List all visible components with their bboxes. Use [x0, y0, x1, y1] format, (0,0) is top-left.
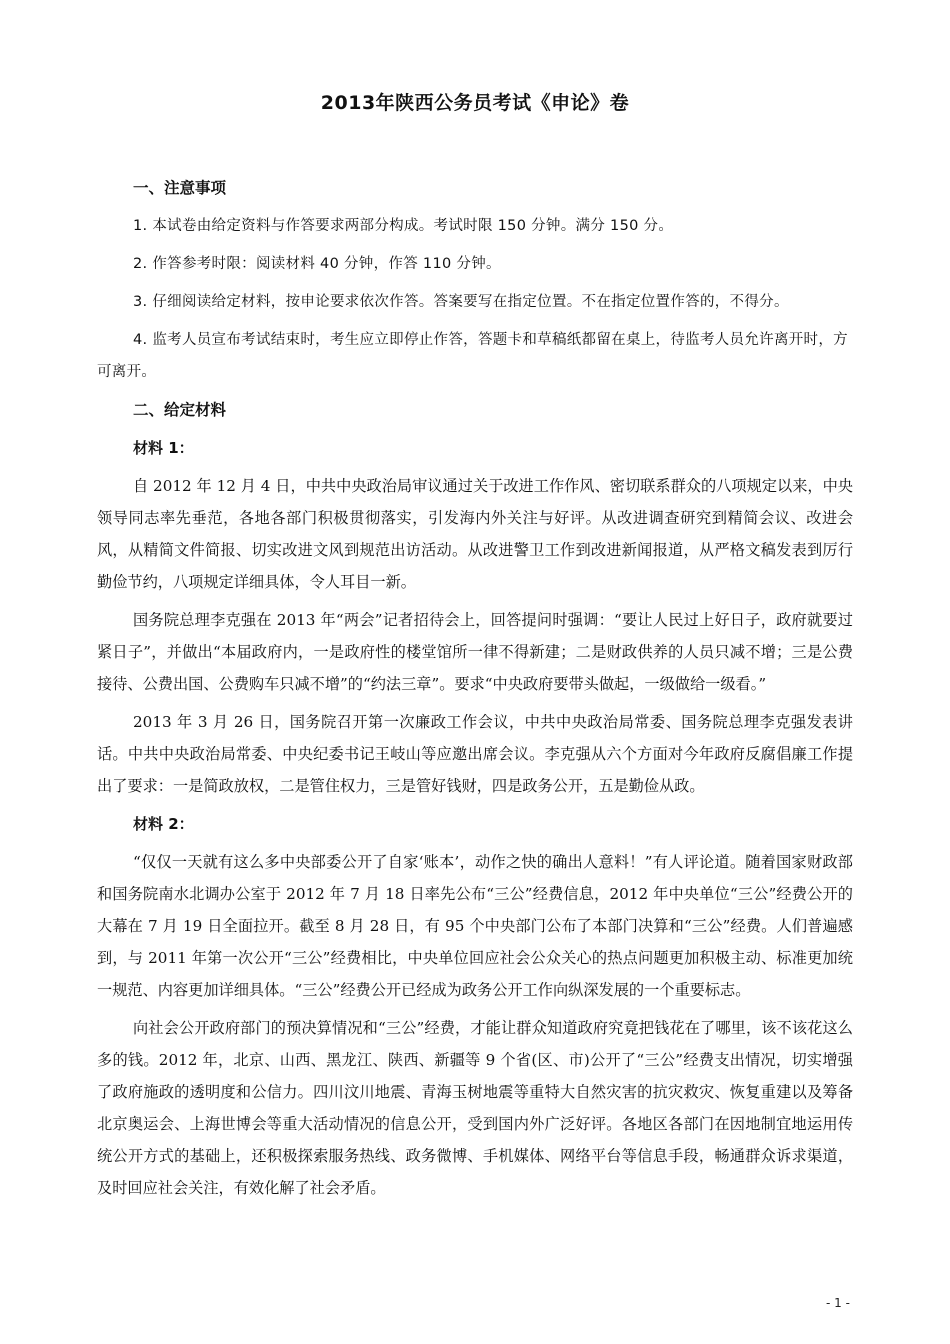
note-item: 4. 监考人员宣布考试结束时，考生应立即停止作答，答题卡和草稿纸都留在桌上，待监考人员允许离开时，方可离开。 [97, 332, 848, 380]
section-heading-notes: 一、注意事项 [133, 179, 227, 197]
material-2-label: 材料 2： [133, 815, 194, 833]
material-paragraph: 国务院总理李克强在 2013 年“两会”记者招待会上，回答提问时强调：“要让人民过上好日子，政府就要过紧日子”，并做出“本届政府内，一是政府性的楼堂馆所一律不得新建；二是财政供养的人员只减不增；三是公费接待、公费出国、公费购车只减不增”的“约法三章”。要求“中央政府要带头做起，一级做给一级看。” [97, 611, 853, 693]
document-body [97, 172, 853, 1210]
note-item: 2. 作答参考时限：阅读材料 40 分钟，作答 110 分钟。 [133, 256, 501, 272]
material-paragraph: 2013 年 3 月 26 日，国务院召开第一次廉政工作会议，中共中央政治局常委、国务院总理李克强发表讲话。中共中央政治局常委、中央纪委书记王岐山等应邀出席会议。李克强从六个方面对今年政府反腐倡廉工作提出了要求：一是简政放权，二是管住权力，三是管好钱财，四是政务公开，五是勤俭从政。 [97, 713, 853, 795]
note-item: 3. 仔细阅读给定材料，按申论要求依次作答。答案要写在指定位置。不在指定位置作答的，不得分。 [133, 294, 789, 310]
material-paragraph: 自 2012 年 12 月 4 日，中共中央政治局审议通过关于改进工作作风、密切联系群众的八项规定以来，中央领导同志率先垂范，各地各部门积极贯彻落实，引发海内外关注与好评。从改进调查研究到精简会议、改进会风，从精简文件简报、切实改进文风到规范出访活动。从改进警卫工作到改进新闻报道，从严格文稿发表到厉行勤俭节约，八项规定详细具体，令人耳目一新。 [97, 477, 853, 591]
material-paragraph: “仅仅一天就有这么多中央部委公开了自家‘账本’，动作之快的确出人意料！”有人评论道。随着国家财政部和国务院南水北调办公室于 2012 年 7 月 18 日率先公布“三公”经费信息，2012 年中央单位“三公”经费公开的大幕在 7 月 19 日全面拉开。截至 8 月 28 日，有 95 个中央部门公布了本部门决算和“三公”经费。人们普遍感到，与 2011 年第一次公开“三公”经费相比，中央单位回应社会公众关心的热点问题更加积极主动、标准更加统一规范、内容更加详细具体。“三公”经费公开已经成为政务公开工作向纵深发展的一个重要标志。 [97, 853, 853, 999]
section-heading-materials: 二、给定材料 [133, 401, 227, 419]
material-1-label: 材料 1： [133, 439, 194, 457]
page-title: 2013年陕西公务员考试《申论》卷 [320, 92, 630, 114]
note-item: 1. 本试卷由给定资料与作答要求两部分构成。考试时限 150 分钟。满分 150 分。 [133, 218, 674, 234]
material-paragraph: 向社会公开政府部门的预决算情况和“三公”经费，才能让群众知道政府究竟把钱花在了哪里，该不该花这么多的钱。2012 年，北京、山西、黑龙江、陕西、新疆等 9 个省(区、市)公开了“三公”经费支出情况，切实增强了政府施政的透明度和公信力。四川汶川地震、青海玉树地震等重特大自然灾害的抗灾救灾、恢复重建以及筹备北京奥运会、上海世博会等重大活动情况的信息公开，受到国内外广泛好评。各地区各部门在因地制宜地运用传统公开方式的基础上，还积极探索服务热线、政务微博、手机媒体、网络平台等信息手段，畅通群众诉求渠道，及时回应社会关注，有效化解了社会矛盾。 [97, 1019, 853, 1197]
page-number: - 1 - [826, 1296, 850, 1310]
